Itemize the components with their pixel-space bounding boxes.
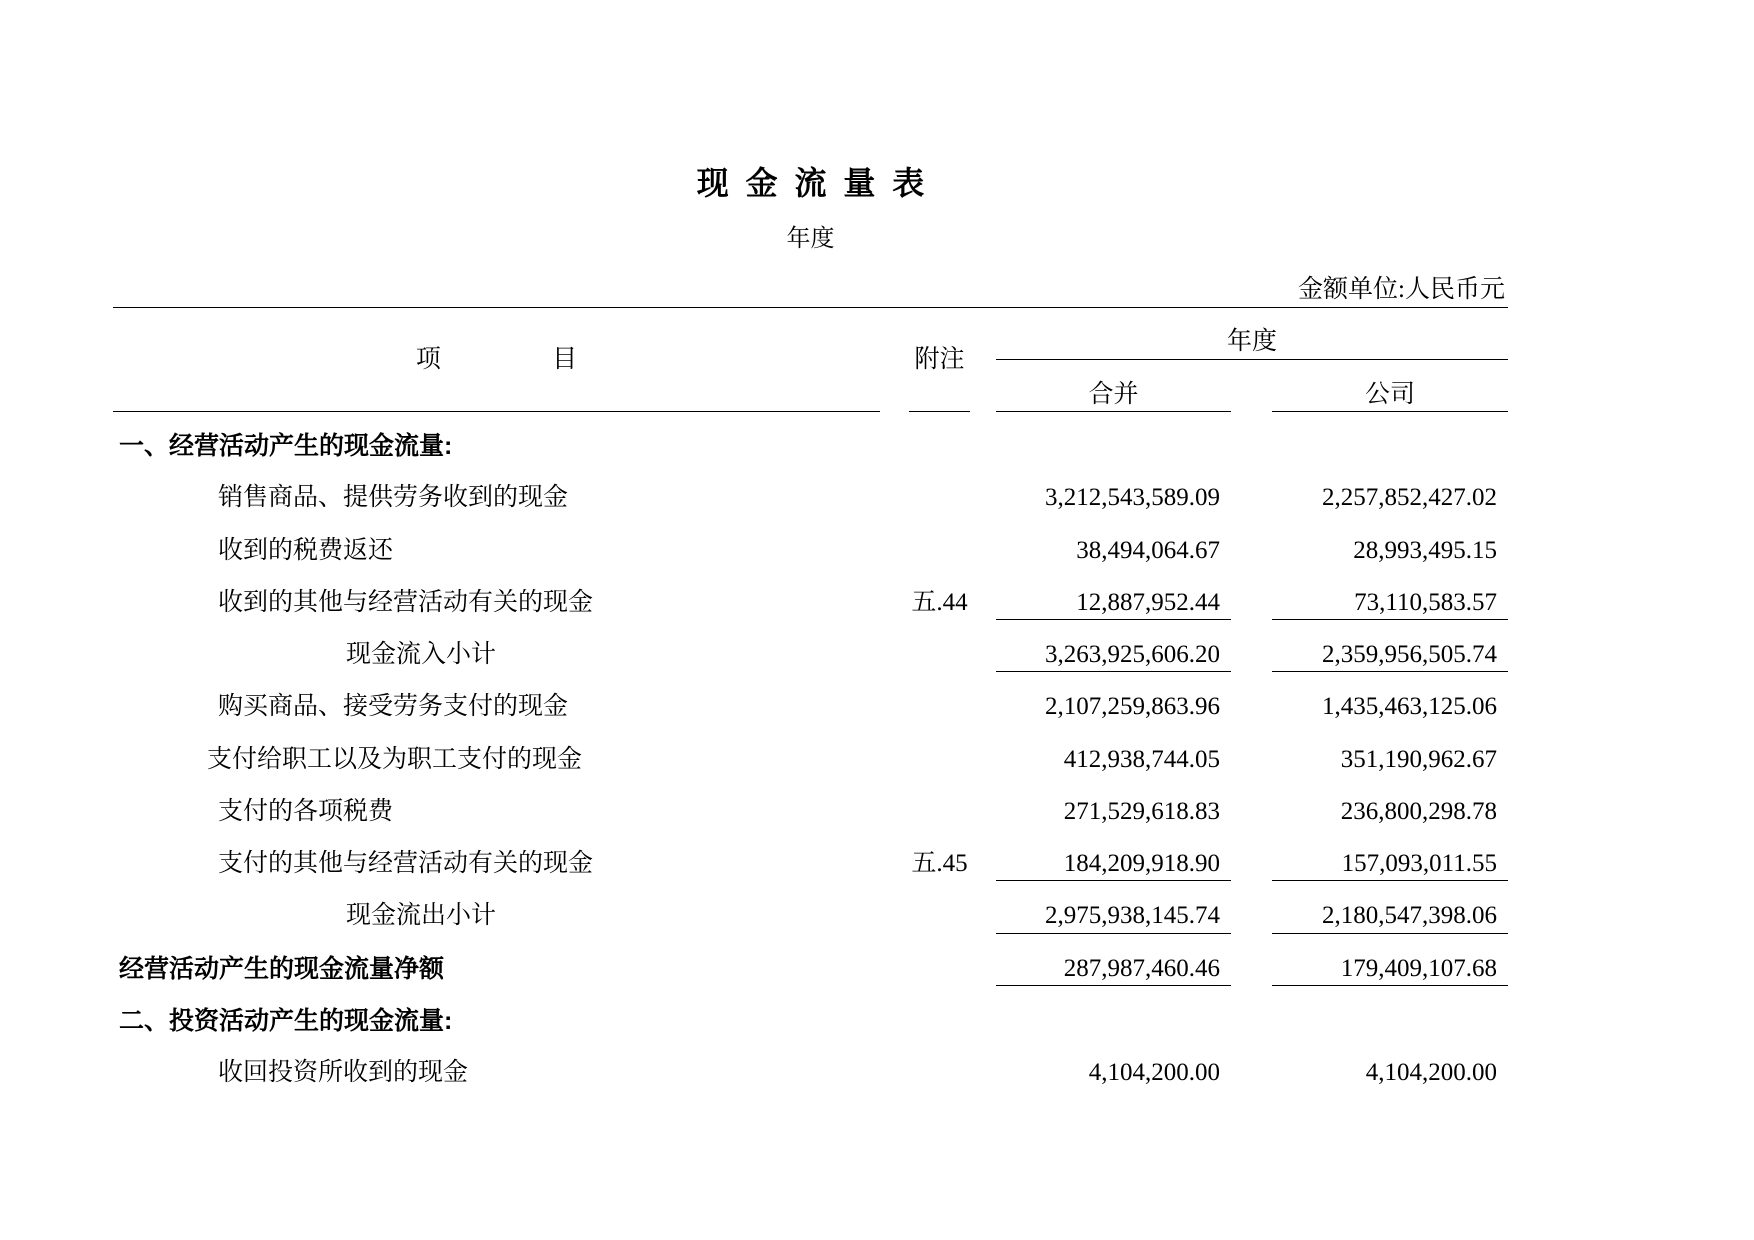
header-company-rule — [1272, 411, 1508, 412]
row-consolidated-amount: 2,107,259,863.96 — [1045, 693, 1220, 721]
row-company-amount: 1,435,463,125.06 — [1322, 693, 1497, 721]
header-consolidated-rule — [996, 411, 1231, 412]
row-company-amount: 236,800,298.78 — [1340, 797, 1497, 825]
row-company-amount: 2,359,956,505.74 — [1272, 629, 1508, 681]
table-top-rule — [113, 307, 1508, 308]
header-company: 公司 — [1364, 381, 1415, 408]
row-company-amount: 157,093,011.55 — [1272, 838, 1508, 890]
row-company-amount: 73,110,583.57 — [1272, 577, 1508, 629]
row-company-amount: 28,993,495.15 — [1353, 536, 1497, 564]
row-item-label: 收到的税费返还 — [218, 536, 394, 564]
row-item-label: 支付的其他与经营活动有关的现金 — [218, 850, 594, 877]
cash-flow-row — [0, 472, 1754, 524]
cash-flow-row — [0, 838, 1754, 890]
row-item-label: 一、经营活动产生的现金流量: — [119, 432, 453, 460]
row-item-label: 销售商品、提供劳务收到的现金 — [218, 484, 569, 512]
subtotal-row — [0, 629, 1754, 681]
table-body — [0, 420, 1754, 1099]
row-note: 五.45 — [911, 850, 968, 877]
row-company-amount: 2,257,852,427.02 — [1322, 484, 1497, 512]
row-item-label: 现金流出小计 — [346, 902, 497, 930]
header-item: 项 目 — [415, 346, 578, 373]
row-item-label: 支付的各项税费 — [218, 797, 394, 825]
header-year-rule — [996, 359, 1508, 360]
row-consolidated-amount: 3,263,925,606.20 — [996, 629, 1231, 681]
row-consolidated-amount: 271,529,618.83 — [1063, 797, 1220, 825]
row-item-label: 二、投资活动产生的现金流量: — [119, 1006, 453, 1035]
row-consolidated-amount: 412,938,744.05 — [1063, 745, 1220, 773]
row-consolidated-amount: 4,104,200.00 — [1088, 1059, 1220, 1086]
row-note: 五.44 — [911, 588, 968, 616]
cash-flow-row — [0, 681, 1754, 733]
row-consolidated-amount: 287,987,460.46 — [996, 943, 1231, 995]
row-consolidated-amount: 184,209,918.90 — [996, 838, 1231, 890]
row-item-label: 支付给职工以及为职工支付的现金 — [207, 745, 583, 773]
row-company-amount: 2,180,547,398.06 — [1272, 890, 1508, 942]
header-note-rule — [909, 411, 970, 412]
section-row — [0, 420, 1754, 472]
cash-flow-row — [0, 1047, 1754, 1099]
cash-flow-row — [0, 577, 1754, 629]
header-item-rule — [113, 411, 880, 412]
row-consolidated-amount: 3,212,543,589.09 — [1045, 484, 1220, 512]
row-consolidated-amount: 12,887,952.44 — [996, 577, 1231, 629]
currency-unit: 金额单位:人民币元 — [1298, 276, 1505, 303]
header-note: 附注 — [914, 346, 965, 373]
subtotal-row — [0, 890, 1754, 942]
header-consolidated: 合并 — [1088, 381, 1139, 408]
row-item-label: 收回投资所收到的现金 — [218, 1059, 469, 1086]
net-total-row — [0, 943, 1754, 995]
cash-flow-row — [0, 734, 1754, 786]
row-company-amount: 4,104,200.00 — [1365, 1059, 1497, 1086]
row-item-label: 现金流入小计 — [346, 641, 497, 668]
report-period: 年度 — [786, 226, 835, 252]
cash-flow-row — [0, 525, 1754, 577]
row-consolidated-amount: 2,975,938,145.74 — [996, 890, 1231, 942]
row-item-label: 经营活动产生的现金流量净额 — [119, 954, 445, 983]
row-company-amount: 351,190,962.67 — [1340, 745, 1497, 773]
header-year: 年度 — [1226, 328, 1277, 355]
row-item-label: 收到的其他与经营活动有关的现金 — [218, 588, 594, 616]
section-row — [0, 995, 1754, 1047]
page-title: 现 金 流 量 表 — [696, 165, 925, 201]
row-consolidated-amount: 38,494,064.67 — [1076, 536, 1220, 564]
row-company-amount: 179,409,107.68 — [1272, 943, 1508, 995]
cash-flow-row — [0, 786, 1754, 838]
row-item-label: 购买商品、接受劳务支付的现金 — [218, 693, 569, 721]
